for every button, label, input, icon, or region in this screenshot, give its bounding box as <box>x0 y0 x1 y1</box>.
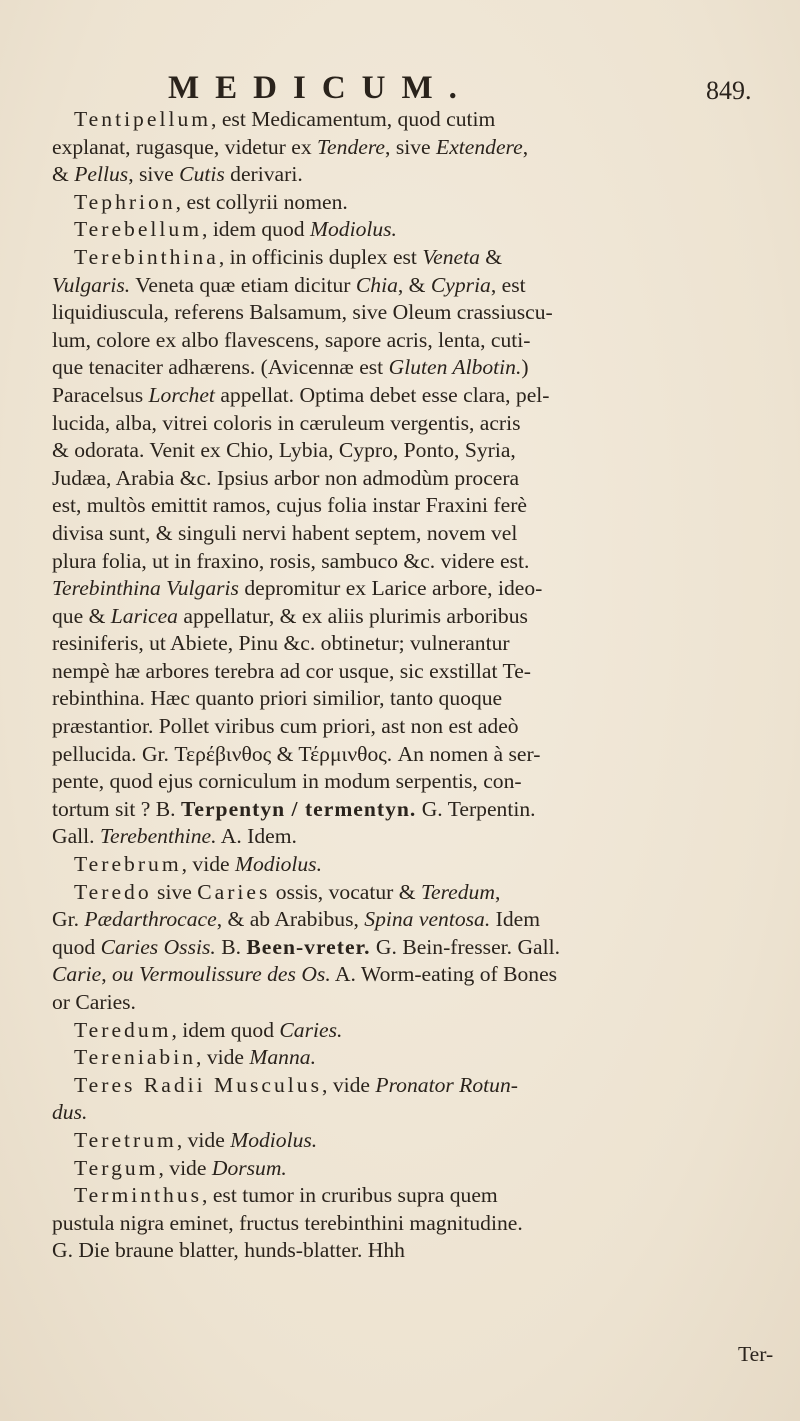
text-run: G. Die braune blatter, hunds-blatter. Hhh <box>52 1238 405 1263</box>
text-run: , vide <box>158 1155 212 1180</box>
dictionary-entry <box>52 106 768 189</box>
text-run: , & <box>397 272 431 297</box>
text-run: Veneta quæ etiam dicitur <box>130 272 356 297</box>
text-run: Idem <box>490 907 541 932</box>
text-line <box>52 1155 768 1183</box>
text-run: , vide <box>196 1045 250 1070</box>
text-line <box>52 630 768 658</box>
text-line <box>52 189 768 217</box>
dictionary-entry <box>52 244 768 851</box>
text-run: , idem quod <box>171 1017 280 1042</box>
text-run: , <box>522 134 529 159</box>
text-line <box>52 879 768 907</box>
headword: Tentipellum <box>74 107 212 131</box>
italic-term: Spina ventosa. <box>364 907 491 932</box>
text-line <box>52 161 768 189</box>
text-line <box>52 906 768 934</box>
page-number: 849. <box>706 76 752 105</box>
text-run: que & <box>52 603 111 628</box>
text-run: quod <box>52 934 101 959</box>
text-run: rebinthina. Hæc quanto priori similior, tanto quoque <box>52 686 503 711</box>
text-run: depromitur ex Larice arbore, ideo- <box>238 576 543 601</box>
text-run: appellatur, & ex aliis plurimis arboribus <box>177 603 528 628</box>
dictionary-entry <box>52 1044 768 1072</box>
page-header <box>0 70 800 110</box>
text-run: , est Medicamentum, quod cutim <box>211 107 496 131</box>
text-run: , <box>101 962 112 987</box>
italic-term: Modiolus. <box>309 217 397 242</box>
text-run: G. Terpentin. <box>416 796 536 821</box>
text-line <box>52 713 768 741</box>
text-run: G. Bein-fresser. Gall. <box>370 934 561 959</box>
italic-term: Pædarthrocace <box>84 907 217 932</box>
text-line <box>52 465 768 493</box>
text-run: plura folia, ut in fraxino, rosis, sambuco &c. videre est. <box>52 548 530 573</box>
italic-term: Modiolus. <box>230 1127 318 1152</box>
italic-term: Pellus <box>74 162 129 187</box>
text-line <box>52 1182 768 1210</box>
dictionary-entry <box>52 216 768 244</box>
italic-term: Teredum <box>420 879 495 904</box>
text-line <box>52 134 768 162</box>
headword: Teretrum <box>74 1127 177 1152</box>
blackletter-term: Been-vreter. <box>246 934 371 959</box>
text-line <box>52 741 768 769</box>
text-run: Judæa, Arabia &c. Ipsius arbor non admodùm procera <box>52 465 520 490</box>
text-run: , sive <box>128 162 180 187</box>
text-run: resiniferis, ut Abiete, Pinu &c. obtinetur; vulnerantur <box>52 631 510 656</box>
text-line <box>52 934 768 962</box>
italic-term: ou Vermoulissure des Os. <box>111 962 331 987</box>
italic-term: Vulgaris. <box>52 272 131 297</box>
dictionary-entry <box>52 1017 768 1045</box>
blackletter-term: Terpentyn / termentyn. <box>180 796 417 821</box>
text-run: A. Worm-eating of Bones <box>330 962 558 987</box>
headword: Tephrion <box>74 189 176 214</box>
text-run: Gr. <box>52 907 85 932</box>
text-line <box>52 796 768 824</box>
headword: Teredo <box>74 879 152 904</box>
text-run: , est <box>490 272 526 297</box>
text-line <box>52 410 768 438</box>
italic-term: Extendere <box>436 134 523 159</box>
text-line <box>52 299 768 327</box>
text-line <box>52 1099 768 1127</box>
text-line <box>52 961 768 989</box>
italic-term: Manna. <box>249 1045 316 1070</box>
italic-term: dus. <box>52 1100 88 1125</box>
dictionary-entry <box>52 189 768 217</box>
dictionary-entries <box>52 106 768 1265</box>
text-run: , sive <box>385 134 436 159</box>
italic-term: Chia <box>355 272 398 297</box>
text-run: Paracelsus <box>52 382 149 407</box>
italic-term: Dorsum. <box>211 1155 287 1180</box>
text-line <box>52 106 768 134</box>
text-line <box>52 685 768 713</box>
dictionary-entry <box>52 879 768 1017</box>
text-run: ossis, vocatur & <box>270 879 421 904</box>
text-run: , vide <box>176 1127 231 1152</box>
text-run: præstantior. Pollet viribus cum priori, ast non est adeò <box>52 714 519 739</box>
text-line <box>52 1237 768 1265</box>
text-run: que tenaciter adhærens. (Avicennæ est <box>52 355 389 380</box>
headword: Tergum <box>74 1155 159 1180</box>
text-line <box>52 1044 768 1072</box>
headword: Teredum <box>74 1017 172 1042</box>
text-run: sive <box>151 879 198 904</box>
text-line <box>52 575 768 603</box>
text-line <box>52 1127 768 1155</box>
dictionary-entry <box>52 1155 768 1183</box>
italic-term: Pronator Rotun- <box>375 1072 518 1097</box>
italic-term: Cypria <box>430 272 491 297</box>
text-line <box>52 354 768 382</box>
text-run: lum, colore ex albo flavescens, sapore acris, lenta, cuti- <box>52 327 531 352</box>
catchword: Ter- <box>738 1342 774 1366</box>
text-run: & odorata. Venit ex Chio, Lybia, Cypro, Ponto, Syria, <box>52 438 516 463</box>
text-run: , est collyrii nomen. <box>175 189 348 214</box>
text-line <box>52 989 768 1017</box>
text-run: explanat, rugasque, videtur ex <box>52 134 318 159</box>
text-run: , <box>494 879 501 904</box>
text-line <box>52 272 768 300</box>
text-run: est, multòs emittit ramos, cujus folia instar Fraxini ferè <box>52 493 527 518</box>
text-run: , vide <box>181 852 235 877</box>
text-line <box>52 437 768 465</box>
headword: Terebrum <box>74 852 182 877</box>
headword: Terebellum <box>74 217 203 242</box>
text-run: pente, quod ejus corniculum in modum serpentis, con- <box>52 769 522 794</box>
text-line <box>52 382 768 410</box>
italic-term: Laricea <box>110 603 178 628</box>
text-run: B. <box>215 934 247 959</box>
italic-term: Veneta <box>422 244 480 269</box>
running-head: MEDICUM. <box>168 70 473 106</box>
italic-term: Modiolus. <box>235 852 322 877</box>
text-line <box>52 1210 768 1238</box>
text-run: divisa sunt, & singuli nervi habent septem, novem vel <box>52 520 518 545</box>
text-line <box>52 768 768 796</box>
text-line <box>52 520 768 548</box>
italic-term: Carie <box>52 962 102 987</box>
headword: Terebinthina <box>74 244 219 269</box>
text-run: tortum sit ? B. <box>52 796 181 821</box>
text-run: , in officinis duplex est <box>218 244 423 269</box>
text-run: ) <box>521 355 529 380</box>
text-line <box>52 492 768 520</box>
headword: Terminthus <box>74 1183 203 1208</box>
dictionary-entry <box>52 1127 768 1155</box>
text-run: liquidiuscula, referens Balsamum, sive Oleum crassiuscu- <box>52 300 553 325</box>
italic-term: Caries Ossis. <box>100 934 216 959</box>
text-run: derivari. <box>224 162 303 187</box>
italic-term: Caries. <box>279 1017 343 1042</box>
text-line <box>52 548 768 576</box>
text-line <box>52 1017 768 1045</box>
text-run: appellat. Optima debet esse clara, pel- <box>214 382 550 407</box>
text-line <box>52 823 768 851</box>
text-run: lucida, alba, vitrei coloris in cæruleum vergentis, acris <box>52 410 521 435</box>
text-line <box>52 658 768 686</box>
text-run: pustula nigra eminet, fructus terebinthini magnitudine. <box>52 1210 523 1235</box>
text-line <box>52 216 768 244</box>
text-run: , idem quod <box>202 217 310 242</box>
text-line <box>52 244 768 272</box>
text-line <box>52 603 768 631</box>
headword: Teres Radii Musculus <box>74 1072 323 1097</box>
italic-term: Terebinthina Vulgaris <box>52 576 239 601</box>
dictionary-entry <box>52 851 768 879</box>
text-run: , vide <box>322 1072 376 1097</box>
text-run: Gall. <box>52 824 100 849</box>
text-line <box>52 327 768 355</box>
text-run: & <box>479 244 503 269</box>
dictionary-entry <box>52 1072 768 1127</box>
text-line <box>52 851 768 879</box>
text-run: or Caries. <box>52 990 136 1014</box>
italic-term: Gluten Albotin. <box>388 355 522 380</box>
text-run: nempè hæ arbores terebra ad cor usque, sic exstillat Te- <box>52 658 531 683</box>
text-run: pellucida. Gr. Τερέβινθος & Τέρμινθος. An nomen à ser- <box>52 741 541 766</box>
dictionary-entry <box>52 1182 768 1265</box>
headword: Tereniabin <box>74 1045 197 1070</box>
italic-term: Lorchet <box>148 382 215 407</box>
text-line <box>52 1072 768 1100</box>
italic-term: Terebenthine. <box>99 824 217 849</box>
text-run: A. Idem. <box>216 824 297 849</box>
text-run: & <box>52 162 75 187</box>
headword: Caries <box>197 879 271 904</box>
text-run: , est tumor in cruribus supra quem <box>202 1183 498 1208</box>
italic-term: Cutis <box>179 162 225 187</box>
italic-term: Tendere <box>317 134 386 159</box>
text-run: , & ab Arabibus, <box>216 907 365 932</box>
